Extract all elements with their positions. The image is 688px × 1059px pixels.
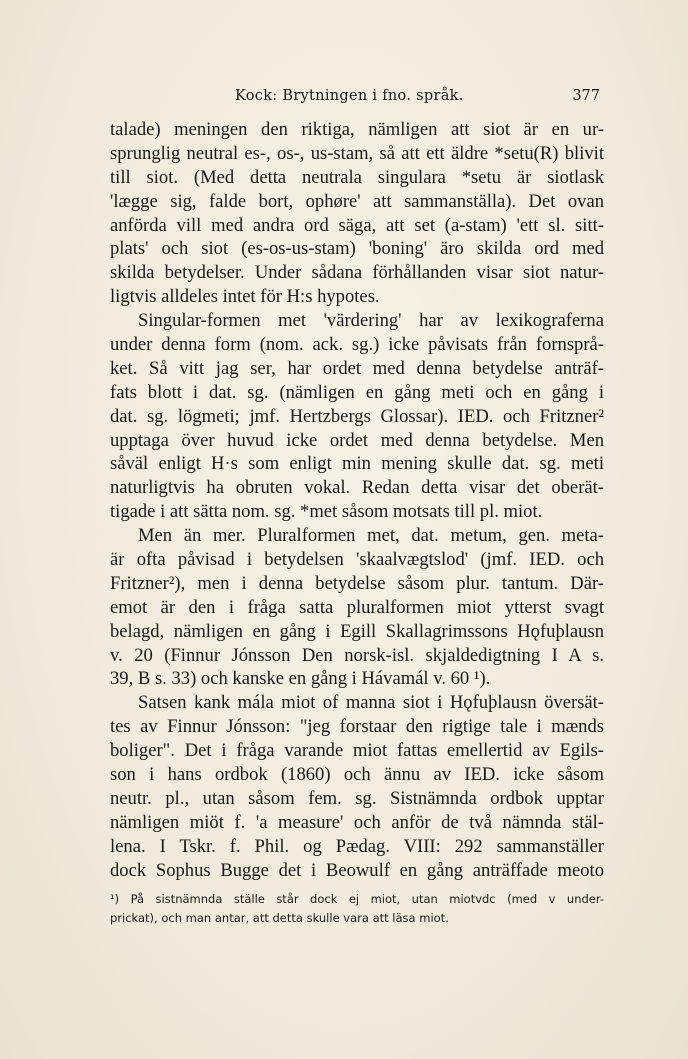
text-line: naturligtvis ha obruten vokal. Redan detta visar det oberät- xyxy=(110,477,604,499)
footnotes xyxy=(110,890,604,928)
page-number: 377 xyxy=(572,88,600,104)
text-line: boliger". Det i fråga varande miot fattas emellertid av Egils- xyxy=(110,740,604,762)
text-line: nämligen miöt f. 'a measure' och anför de två nämnda stäl- xyxy=(110,811,604,833)
text-line: talade) meningen den riktiga, nämligen att siot är en ur- xyxy=(110,119,604,140)
running-title: Kock: Brytningen i fno. språk. xyxy=(235,88,464,104)
text-line: ket. Så vitt jag ser, har ordet med denna betydelse anträf- xyxy=(110,357,604,379)
text-line: Men än mer. Pluralformen met, dat. metum, gen. meta- xyxy=(138,525,604,547)
running-header xyxy=(110,88,600,112)
text-line: dat. sg. lögmeti; jmf. Hertzbergs Glossar). IED. och Fritzner² xyxy=(110,405,604,427)
text-line: tigade i att sätta nom. sg. *met såsom motsats till pl. miot. xyxy=(110,501,543,523)
text-line: upptaga över huvud icke ordet med denna betydelse. Men xyxy=(110,429,604,451)
text-line: lena. I Tskr. f. Phil. og Pædag. VIII: 292 sammanställer xyxy=(110,835,604,857)
text-line: anförda vill med andra ord säga, att set (a-stam) 'ett sl. sitt- xyxy=(110,214,604,236)
text-line: dock Sophus Bugge det i Beowulf en gång anträffade meoto xyxy=(110,859,604,881)
text-line: Singular-formen met 'värdering' har av lexikograferna xyxy=(138,310,604,332)
text-line: belagd, nämligen en gång i Egill Skallagrimssons Hǫfuþlausn xyxy=(110,620,604,642)
footnote-line: prickat), och man antar, att detta skulle vara att läsa miot. xyxy=(110,911,449,925)
text-line: såväl enligt H·s som enligt min mening skulle dat. sg. meti xyxy=(110,453,604,475)
text-line: emot är den i fråga satta pluralformen miot ytterst svagt xyxy=(110,596,604,618)
text-line: till siot. (Med detta neutrala singulara *setu är siotlask xyxy=(110,166,604,188)
text-line: fats blott i dat. sg. (nämligen en gång meti och en gång i xyxy=(110,381,604,403)
text-line: under denna form (nom. ack. sg.) icke påvisats från fornsprå- xyxy=(110,334,604,356)
text-line: neutr. pl., utan såsom fem. sg. Sistnämnda ordbok upptar xyxy=(110,787,604,809)
text-line: sprunglig neutral es-, os-, us-stam, så att ett äldre *setu(R) blivit xyxy=(110,142,604,164)
text-line: skilda betydelser. Under sådana förhållanden visar siot natur- xyxy=(110,262,604,284)
text-line: 39, B s. 33) och kanske en gång i Hávamál v. 60 ¹). xyxy=(110,668,491,690)
text-line: Fritzner²), men i denna betydelse såsom plur. tantum. Där- xyxy=(110,572,604,594)
text-line: tes av Finnur Jónsson: "jeg forstaar den rigtige tale i mænds xyxy=(110,716,604,738)
text-line: son i hans ordbok (1860) och ännu av IED. icke såsom xyxy=(110,764,604,786)
text-line: Satsen kank mála miot of manna siot i Hǫfuþlausn översät- xyxy=(138,692,604,714)
text-line: är ofta påvisad i betydelsen 'skaalvægtslod' (jmf. IED. och xyxy=(110,549,604,571)
body-text xyxy=(110,118,604,883)
footnote-line: ¹) På sistnämnda ställe står dock ej miot, utan miotvdc (med v under- xyxy=(110,892,604,906)
text-line: 'lægge sig, falde bort, ophøre' att sammanställa). Det ovan xyxy=(110,190,604,212)
text-line: v. 20 (Finnur Jónsson Den norsk-isl. skjaldedigtning I A s. xyxy=(110,644,604,666)
text-line: ligtvis alldeles intet för H:s hypotes. xyxy=(110,286,380,308)
text-line: plats' och siot (es-os-us-stam) 'boning' äro skilda ord med xyxy=(110,238,604,260)
